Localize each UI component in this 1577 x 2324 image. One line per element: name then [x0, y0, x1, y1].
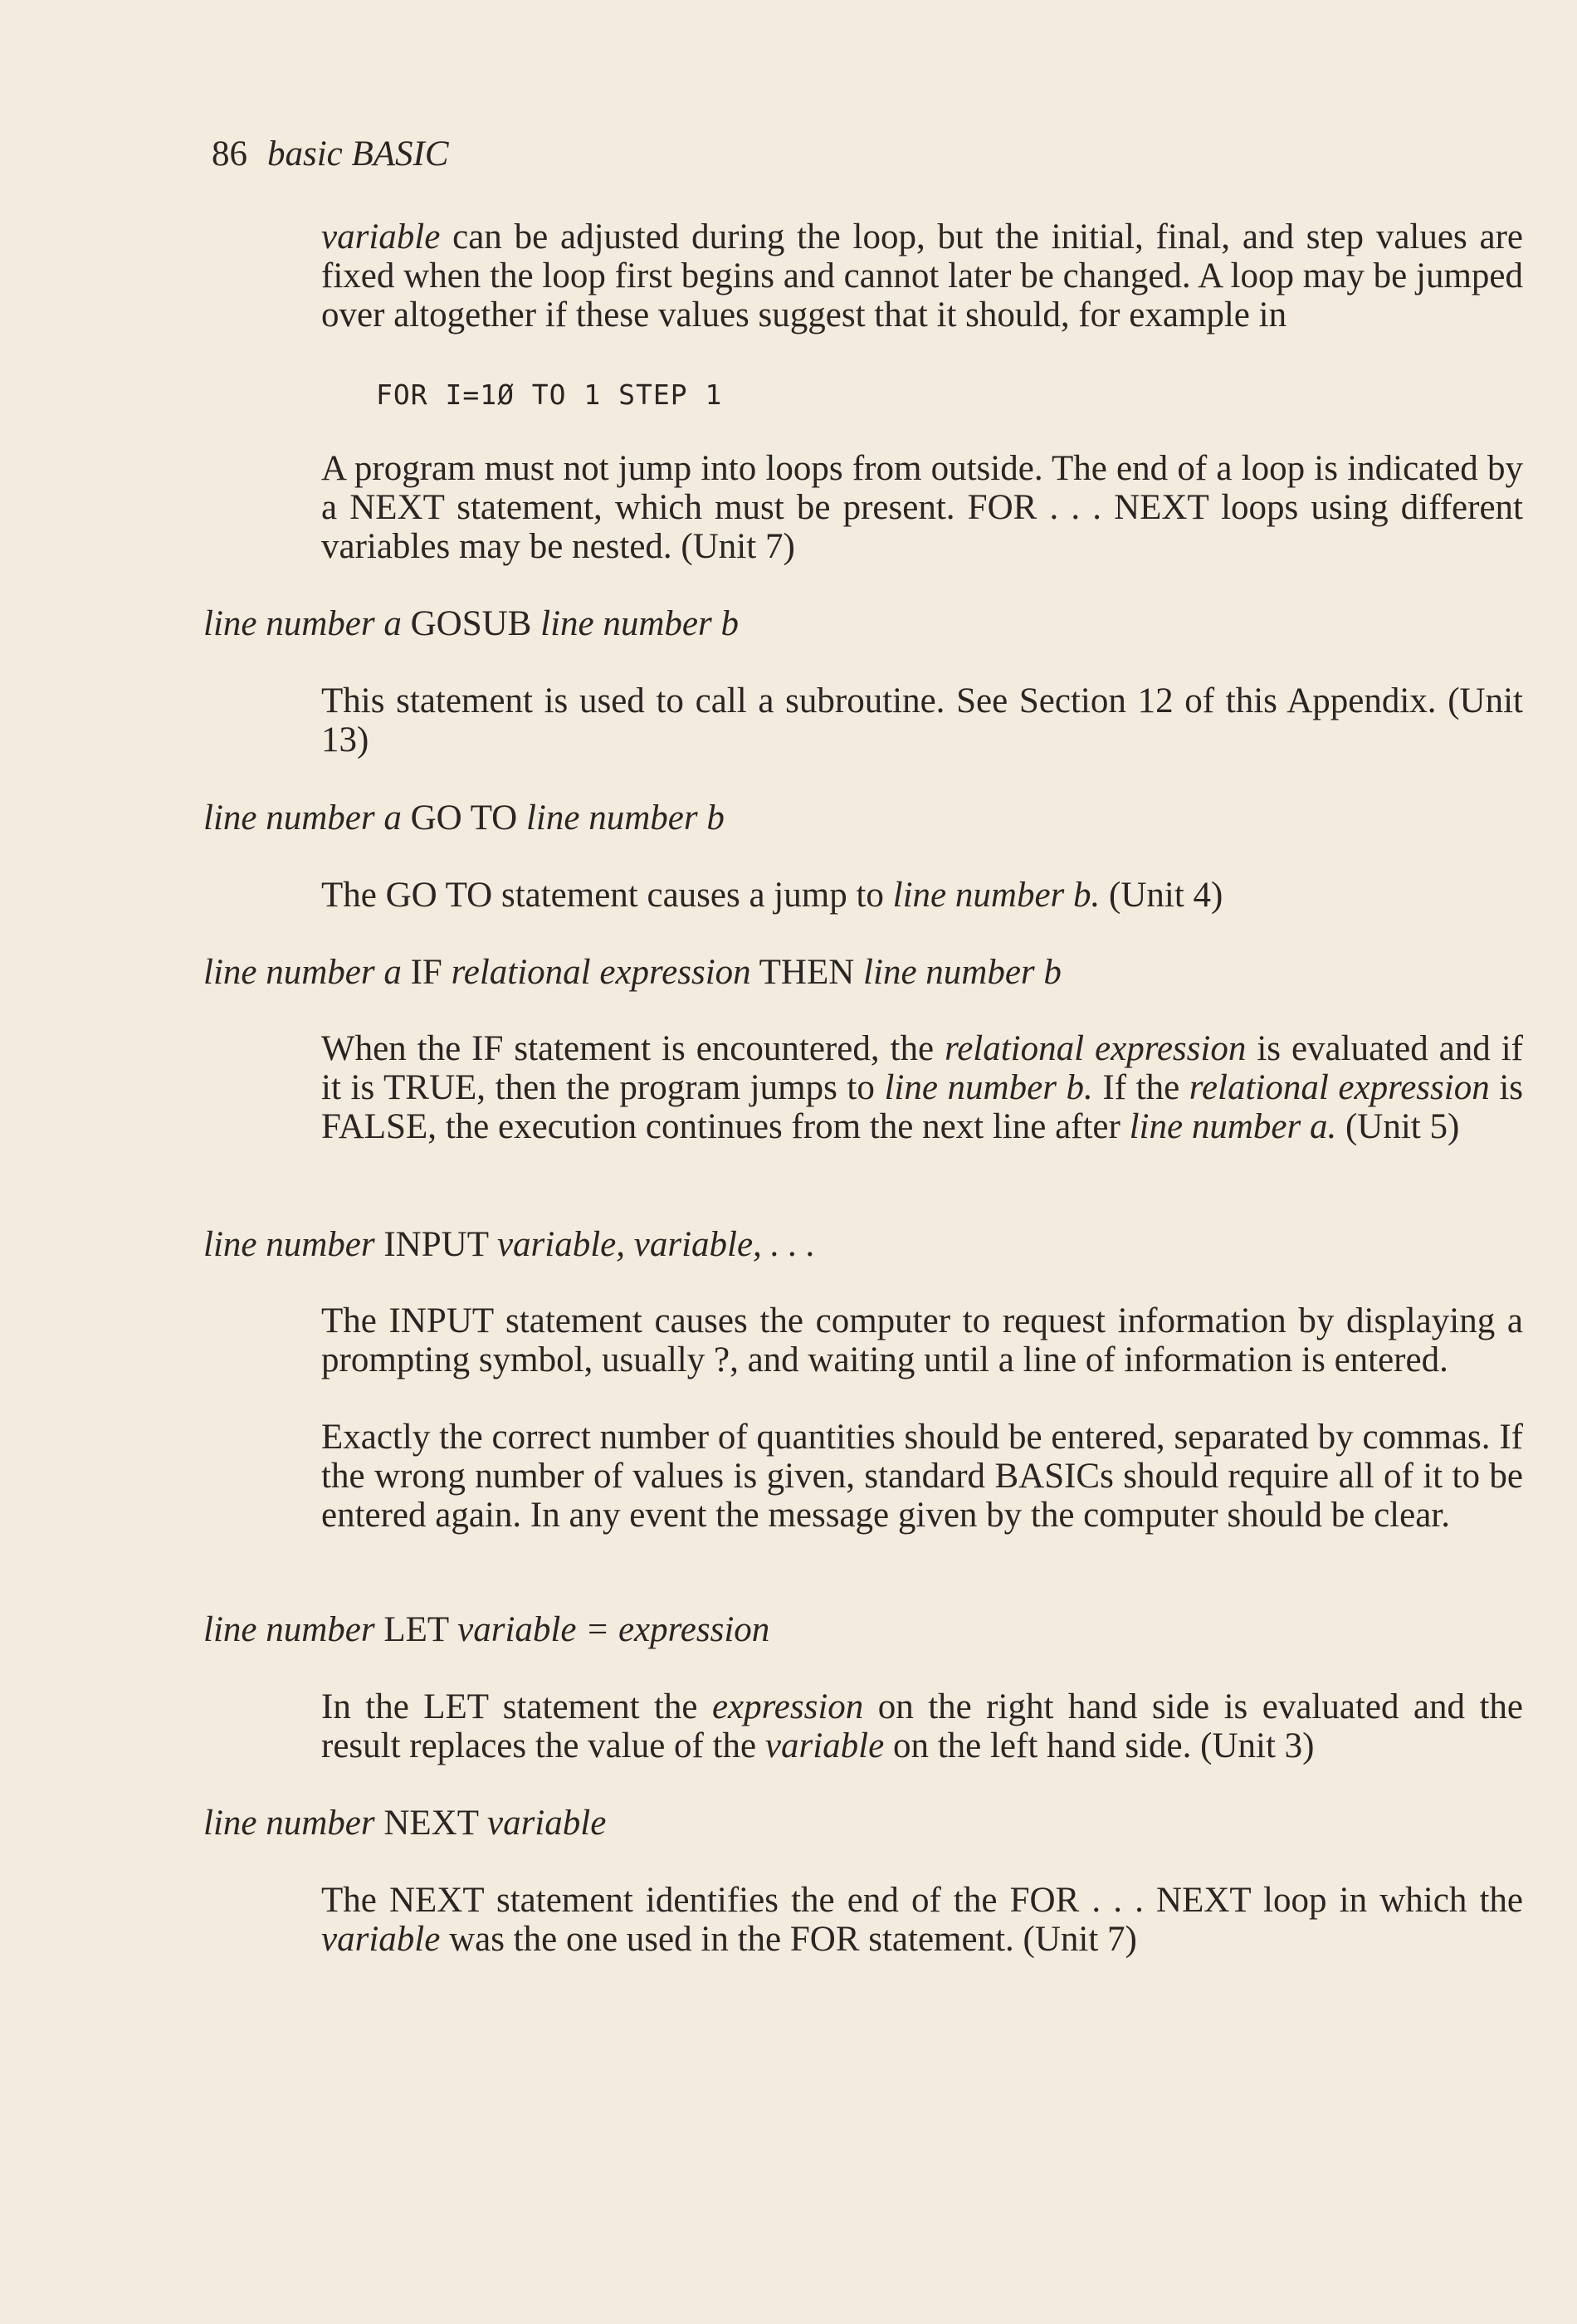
goto-description: The GO TO statement causes a jump to line number b. (Unit 4) — [321, 876, 1223, 915]
if-heading: line number a IF relational expression THEN line number b — [203, 953, 1062, 992]
page-number: 86 — [212, 134, 247, 173]
input-notes: Exactly the correct number of quantities should be entered, separated by commas. If the wrong number of values is given, standard BASICs should require all of it to be entered again. In any event the message given by the computer should be clear. — [321, 1418, 1523, 1535]
next-heading: line number NEXT variable — [203, 1804, 607, 1843]
if-description: When the IF statement is encountered, the relational expression is evaluated and if it is TRUE, then the program jumps to line number b. If the relational expression is FALSE, the execution continues from the next line after line number a. (Unit 5) — [321, 1029, 1524, 1146]
book-title: basic BASIC — [267, 134, 449, 173]
page-header — [212, 134, 449, 173]
let-description: In the LET statement the expression on the right hand side is evaluated and the result replaces the value of the variable on the left hand side. (Unit 3) — [321, 1687, 1523, 1765]
term-variable: variable — [321, 217, 441, 256]
next-description: The NEXT statement identifies the end of the FOR . . . NEXT loop in which the variable was the one used in the FOR statement. (Unit 7) — [321, 1881, 1523, 1959]
let-heading: line number LET variable = expression — [203, 1610, 770, 1649]
for-loop-rules-paragraph: A program must not jump into loops from outside. The end of a loop is indicated by a NEXT statement, which must be present. FOR . . . NEXT loops using different variables may be nested. (Unit 7) — [321, 449, 1523, 566]
for-description-paragraph — [321, 217, 1523, 334]
for-description-text: can be adjusted during the loop, but the initial, final, and step values are fixed when the loop first begins and cannot later be changed. A loop may be jumped over altogether if these values suggest that it should, for example in — [321, 217, 1523, 334]
goto-heading: line number a GO TO line number b — [203, 798, 725, 837]
input-description: The INPUT statement causes the computer to request information by displaying a prompting symbol, usually ?, and waiting until a line of information is entered. — [321, 1301, 1523, 1379]
gosub-heading: line number a GOSUB line number b — [203, 604, 739, 643]
code-example: FOR I=1Ø TO 1 STEP 1 — [376, 378, 723, 411]
input-heading: line number INPUT variable, variable, . . . — [203, 1225, 816, 1264]
gosub-description: This statement is used to call a subroutine. See Section 12 of this Appendix. (Unit 13) — [321, 681, 1523, 759]
